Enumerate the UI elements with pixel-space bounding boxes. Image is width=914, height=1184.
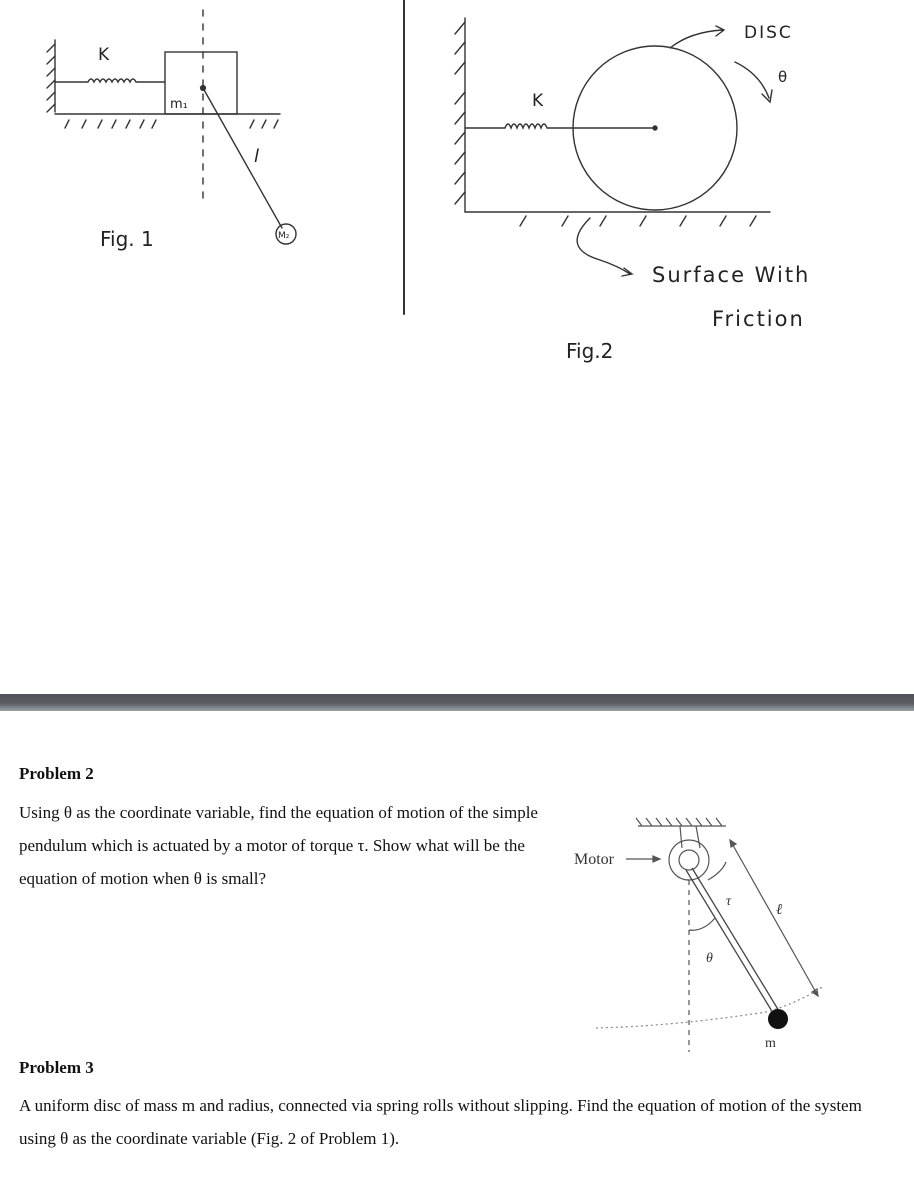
problem2-pendulum-figure — [560, 810, 860, 1060]
fig1-mass2-label: M₂ — [278, 231, 290, 241]
fig2-wall-hatch — [455, 22, 465, 204]
section-divider — [0, 694, 914, 711]
fig1-wall-hatch — [47, 44, 55, 112]
fig1-spring-label: K — [98, 45, 110, 65]
pendulum-rod-edge — [692, 868, 779, 1011]
pendulum-torque-arc — [708, 862, 726, 880]
fig2-disc-arrow — [670, 26, 724, 48]
fig2-surface-label-line1: Surface With — [652, 263, 811, 287]
problem2-text: Using θ as the coordinate variable, find the equation of motion of the simple pendulum which is actuated by a motor of torque τ. Show what will be the equation of motion when θ is small? — [19, 803, 538, 888]
pendulum-ceiling-hatch — [636, 818, 722, 826]
motor-label: Motor — [574, 851, 614, 868]
length-label: ℓ — [776, 902, 783, 918]
fig1-pivot — [201, 86, 206, 91]
fig2-floor-hatch — [520, 216, 756, 226]
angle-label: θ — [706, 951, 713, 966]
fig2-spring — [465, 124, 655, 128]
fig2-surface-arrow — [577, 218, 632, 276]
fig1-length-label: l — [254, 146, 260, 167]
fig2-disc-label: DISC — [744, 23, 793, 43]
pendulum-angle-arc — [689, 918, 715, 930]
pendulum-swing-arc — [596, 986, 824, 1028]
fig1-mass1-label: m₁ — [170, 97, 188, 112]
motor-pointer-arrowhead — [653, 856, 660, 862]
problem3-title: Problem 3 — [19, 1058, 94, 1077]
torque-label: τ — [726, 894, 732, 909]
problem3-text: A uniform disc of mass m and radius, connected via spring rolls without slipping. Find the equation of motion of the system using θ as the coordinate variable (Fig. 2 of Problem 1). — [19, 1096, 862, 1148]
pendulum-length-dimension — [730, 840, 818, 996]
fig2-caption: Fig.2 — [566, 339, 614, 363]
pendulum-strut-left — [680, 826, 682, 848]
mass-label: m — [765, 1036, 776, 1051]
fig1-spring — [55, 79, 165, 82]
problem2-title: Problem 2 — [19, 764, 94, 783]
pendulum-rod — [686, 870, 773, 1013]
fig2-surface-label-line2: Friction — [712, 307, 805, 331]
fig1-pendulum-rod — [203, 88, 282, 228]
fig2-disc-center — [653, 126, 657, 130]
pendulum-strut-right — [696, 826, 700, 848]
fig2-angle-label: θ — [778, 68, 788, 86]
motor-hub-icon — [679, 850, 699, 870]
fig1-caption: Fig. 1 — [100, 227, 154, 251]
pendulum-bob — [768, 1009, 788, 1029]
fig1-floor-hatch — [65, 120, 278, 128]
fig2-rotation-arrow — [735, 62, 772, 102]
fig2-spring-label: K — [532, 91, 544, 111]
